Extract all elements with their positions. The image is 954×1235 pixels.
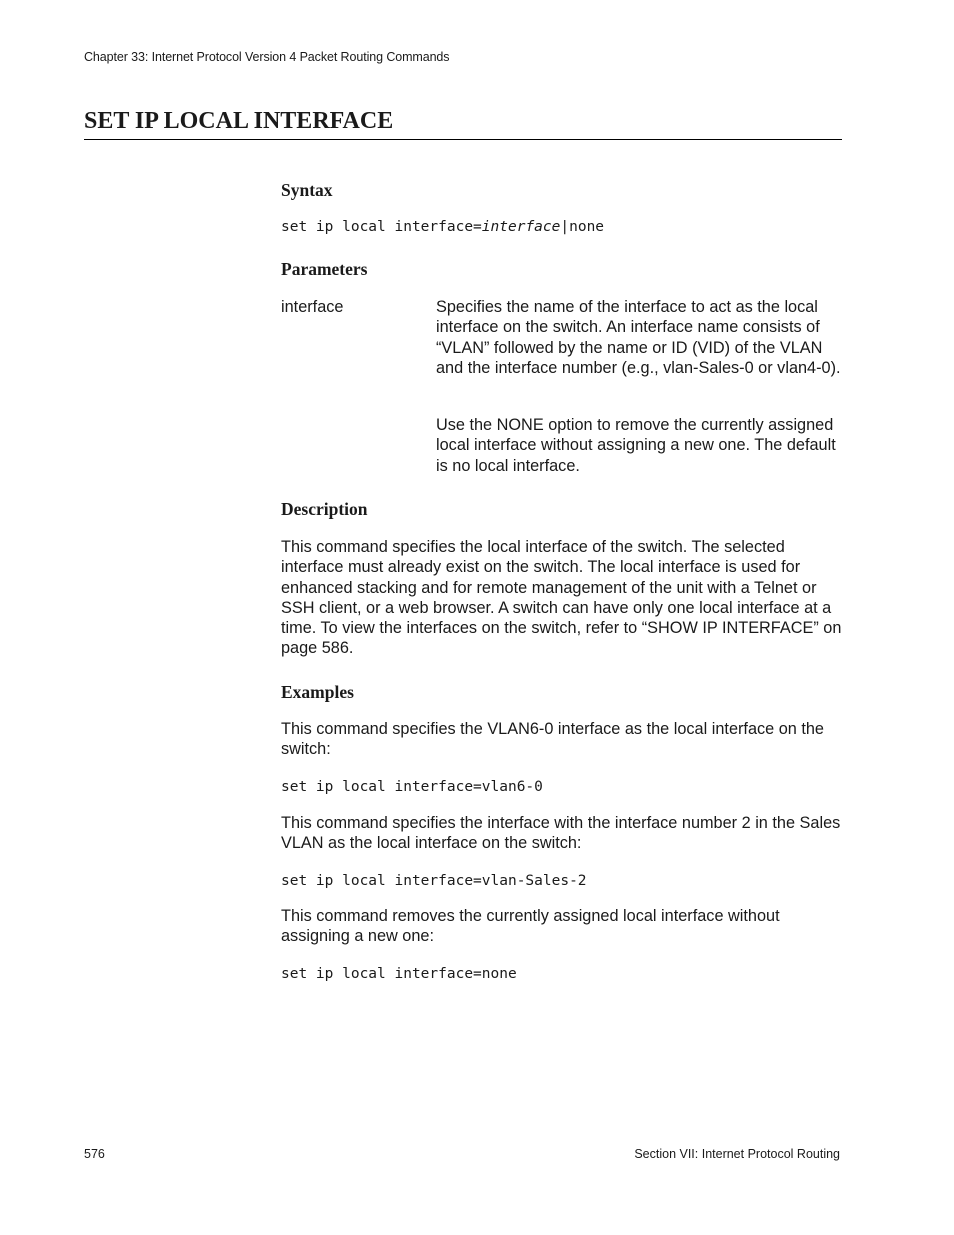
parameters-heading: Parameters xyxy=(281,259,368,279)
syntax-code xyxy=(281,217,604,237)
param-desc-interface-1: Specifies the name of the interface to act as the local interface on the switch. An interface name consists of “VLAN” followed by the name or ID (VID) of the VLAN and the interface number (e.g., vlan-Sales-0 or vlan4-0). xyxy=(436,298,841,377)
param-name-interface: interface xyxy=(281,298,344,316)
syntax-command-suffix: |none xyxy=(560,219,605,235)
footer-section: Section VII: Internet Protocol Routing xyxy=(634,1147,840,1161)
chapter-header: Chapter 33: Internet Protocol Version 4 Packet Routing Commands xyxy=(84,50,450,64)
syntax-command-prefix: set ip local interface= xyxy=(281,219,482,235)
example-code-1: set ip local interface=vlan6-0 xyxy=(281,779,543,795)
param-desc-interface-2: Use the NONE option to remove the currently assigned local interface without assigning a new one. The default is no local interface. xyxy=(436,416,836,475)
syntax-command-arg: interface xyxy=(481,219,561,235)
example-code-2: set ip local interface=vlan-Sales-2 xyxy=(281,873,587,889)
description-heading: Description xyxy=(281,499,368,519)
page-number: 576 xyxy=(84,1147,105,1161)
example-text-3: This command removes the currently assigned local interface without assigning a new one: xyxy=(281,907,780,946)
description-text: This command specifies the local interface of the switch. The selected interface must already exist on the switch. The local interface is used for enhanced stacking and for remote management of the unit with a Telnet or SSH client, or a web browser. A switch can have only one local interface at a time. To view the interfaces on the switch, refer to “SHOW IP INTERFACE” on page 586. xyxy=(281,538,842,658)
syntax-heading: Syntax xyxy=(281,180,333,200)
examples-heading: Examples xyxy=(281,682,354,702)
example-code-3: set ip local interface=none xyxy=(281,966,517,982)
example-text-2: This command specifies the interface with the interface number 2 in the Sales VLAN as the local interface on the switch: xyxy=(281,814,841,853)
example-text-1: This command specifies the VLAN6-0 interface as the local interface on the switch: xyxy=(281,720,824,759)
page-title: SET IP LOCAL INTERFACE xyxy=(84,106,842,140)
